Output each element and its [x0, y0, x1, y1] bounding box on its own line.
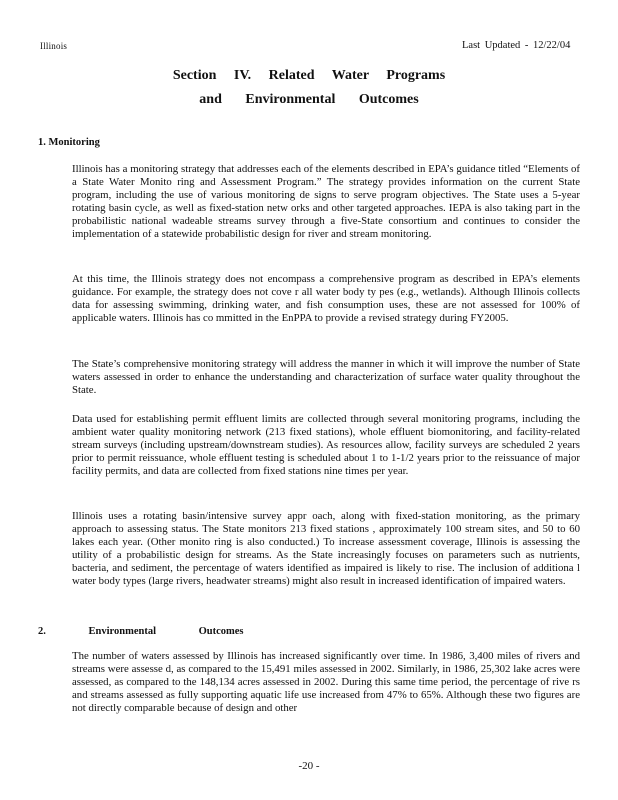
monitoring-paragraph: Illinois has a monitoring strategy that addresses each of the elements described in EPA’s guidance titled “Elements of a State Water Monito ring and Assessment Program.” The strategy provides information on the current State program, including the use of various monitoring de signs to serve program objectives. The State uses a 5-year rotating basin cycle, as well as fixed-station netw orks and other targeted approaches. IEPA is also taking part in the probabilistic national wadeable streams survey through a five-State consortium and continues to consider the implementation of a statewide probabilistic design for river and stream monitoring.: [72, 163, 580, 241]
section-title-line1: Section IV. Related Water Programs: [172, 68, 446, 83]
header-state-name: Illinois: [40, 41, 68, 51]
monitoring-paragraph: Illinois uses a rotating basin/intensive survey appr oach, along with fixed-station monitoring, as the primary approach to assessing status. The State monitors 213 fixed stations , approximately 100 stream sites, and 50 to 60 lakes each year. (Other monito ring is also conducted.) To increase assessment coverage, Illinois is assessing the utility of a probabilistic design for streams. As the State increasingly focuses on parameters such as nutrients, bacteria, and sediment, the percentage of waters identified as impaired is likely to rise. The inclusion of additiona l water body types (large rivers, headwater streams) might also result in increased identification of impaired waters.: [72, 510, 580, 588]
monitoring-heading: 1. Monitoring: [38, 137, 100, 148]
environmental-outcomes-heading: 2. Environmental Outcomes: [38, 626, 244, 637]
monitoring-paragraph: The State’s comprehensive monitoring strategy will address the manner in which it will improve the number of State waters assessed in order to enhance the understanding and characterization of surface water quality throughout the State.: [72, 358, 580, 397]
section-title-line2: and Environmental Outcomes: [199, 92, 419, 107]
monitoring-paragraph: At this time, the Illinois strategy does not encompass a comprehensive program as described in EPA’s elements guidance. For example, the strategy does not cove r all water body ty pes (e.g., wetlands). Although Illinois collects data for assessing swimming, drinking water, and fish consumption uses, these are not assessed for 100% of applicable waters. Illinois has co mmitted in the EnPPA to provide a revised strategy during FY2005.: [72, 273, 580, 325]
monitoring-paragraph: Data used for establishing permit effluent limits are collected through several monitoring programs, including the ambient water quality monitoring network (213 fixed stations), whole effluent biomonitoring, and facility-related stream surveys (including upstream/downstream studies). As resources allow, facility surveys are scheduled 2 years prior to permit reissuance, whole effluent testing is scheduled about 1 to 1-1/2 years prior to the reissuance of major facility permits, and data are collected from fixed stations nine times per year.: [72, 413, 580, 478]
page-number: -20 -: [298, 760, 320, 772]
outcomes-paragraph: The number of waters assessed by Illinois has increased significantly over time. In 1986, 3,400 miles of rivers and streams were assesse d, as compared to the 15,491 miles assessed in 2002. Similarly, in 1986, 25,302 lake acres were assessed, as compared to the 148,134 acres assessed in 2002. During this same time period, the percentage of rive rs and streams assessed as fully supporting aquatic life use increased from 47% to 65%. Although these two figures are not directly comparable because of design and other: [72, 650, 580, 715]
header-last-updated: Last Updated - 12/22/04: [462, 40, 571, 51]
